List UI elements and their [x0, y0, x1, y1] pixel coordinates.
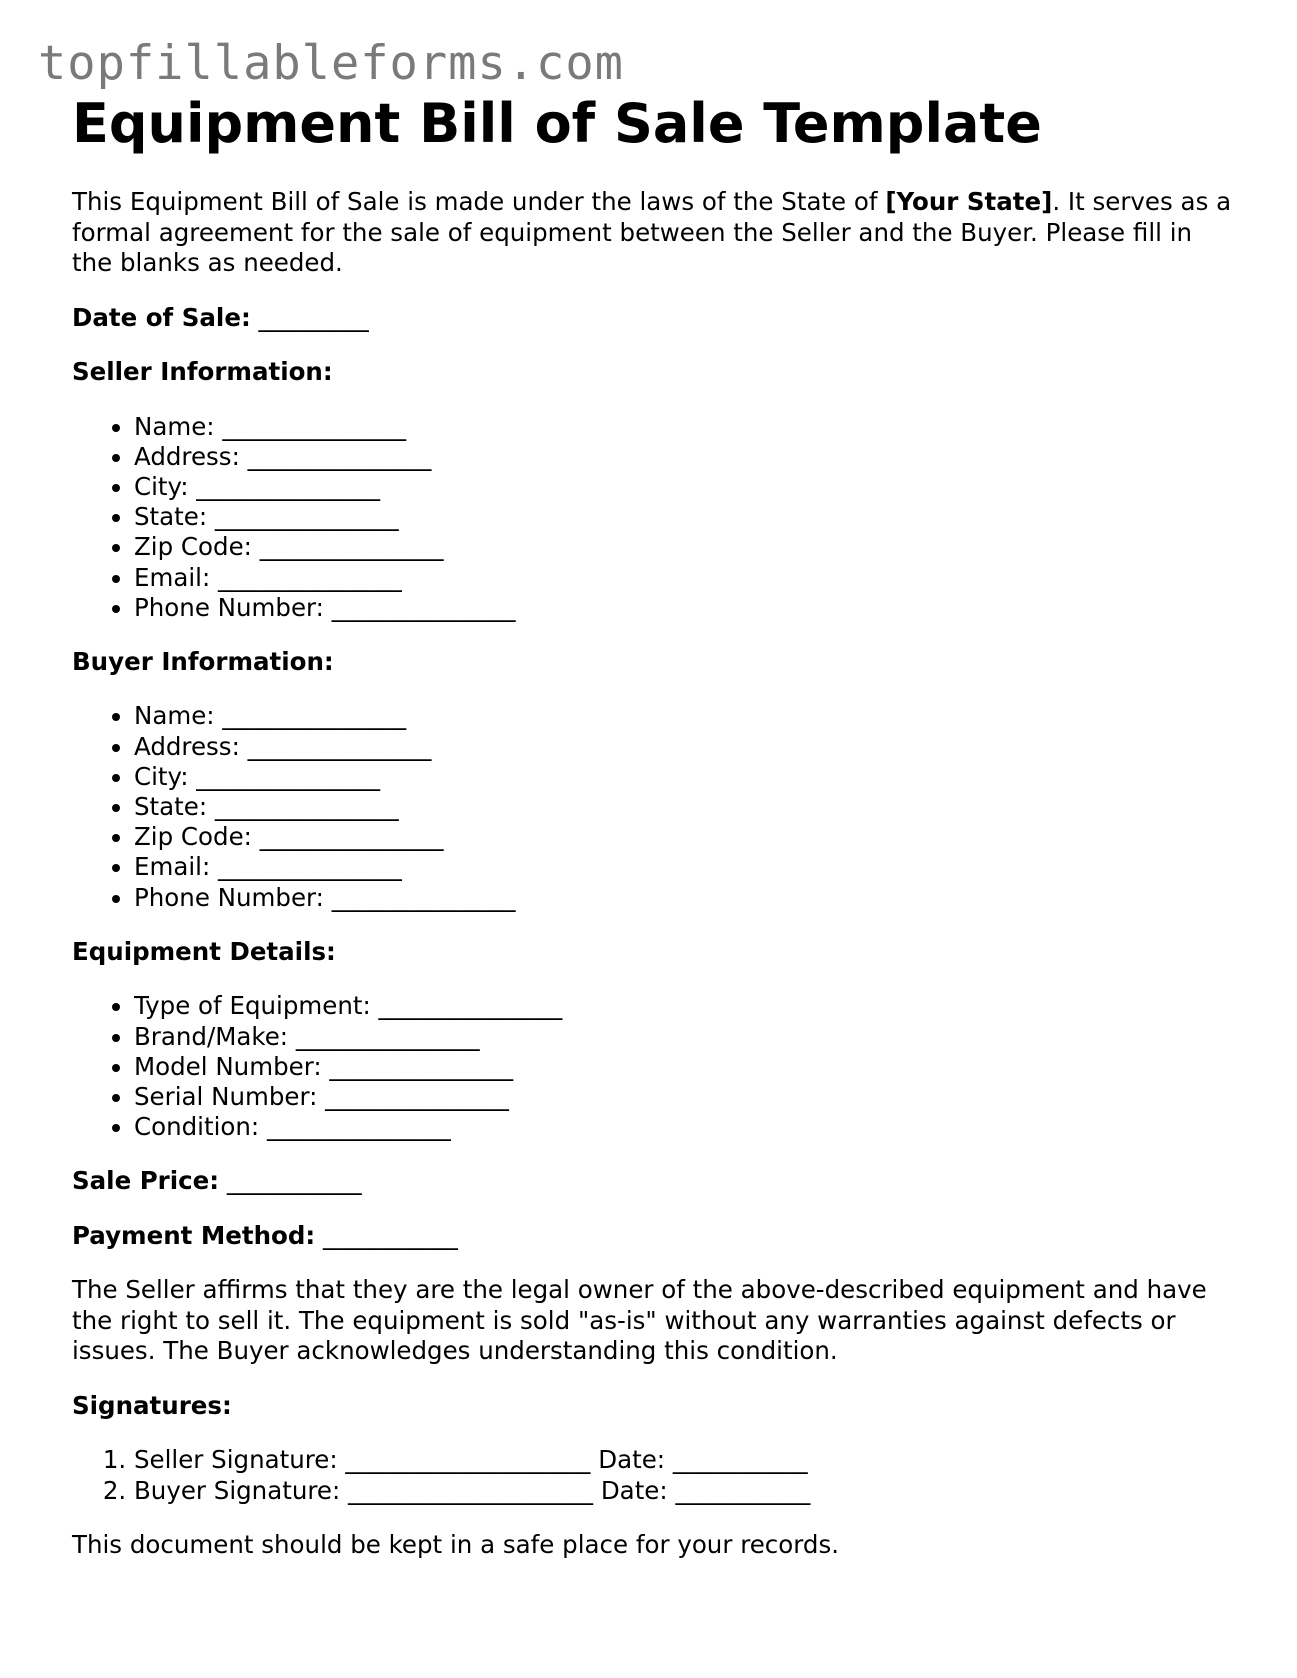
- seller-zip-item: [134, 532, 1232, 562]
- seller-city-item: [134, 472, 1232, 502]
- buyer-phone-blank[interactable]: _______________: [331, 882, 516, 912]
- equipment-heading: Equipment Details:: [72, 936, 336, 966]
- seller-state-blank[interactable]: _______________: [214, 502, 399, 532]
- field-label: Serial Number:: [134, 1081, 318, 1111]
- equipment-condition-blank[interactable]: _______________: [266, 1112, 451, 1142]
- date-of-sale-blank[interactable]: _________: [258, 302, 369, 332]
- equipment-brand-blank[interactable]: _______________: [295, 1021, 480, 1051]
- buyer-zip-item: [134, 822, 1232, 852]
- sale-price-label: Sale Price:: [72, 1166, 220, 1196]
- field-label: Phone Number:: [134, 592, 324, 622]
- buyer-name-item: [134, 701, 1232, 731]
- field-label: Phone Number:: [134, 882, 324, 912]
- seller-signature-blank[interactable]: ____________________: [345, 1445, 591, 1475]
- buyer-signature-item: [134, 1476, 1232, 1506]
- seller-signature-item: [134, 1445, 1232, 1475]
- field-label: Address:: [134, 441, 240, 471]
- date-label: Date:: [600, 1475, 668, 1505]
- buyer-address-blank[interactable]: _______________: [247, 731, 432, 761]
- seller-phone-item: [134, 593, 1232, 623]
- field-label: Email:: [134, 562, 211, 592]
- equipment-type-item: [134, 991, 1232, 1021]
- signature-list: [72, 1445, 1232, 1505]
- seller-address-blank[interactable]: _______________: [247, 441, 432, 471]
- sale-price-blank[interactable]: ___________: [226, 1166, 362, 1196]
- field-label: Model Number:: [134, 1051, 322, 1081]
- seller-phone-blank[interactable]: _______________: [331, 592, 516, 622]
- seller-heading: Seller Information:: [72, 357, 333, 386]
- date-of-sale-field: [72, 303, 1232, 334]
- signature-label: Seller Signature:: [134, 1445, 338, 1475]
- payment-method-blank[interactable]: ___________: [323, 1220, 458, 1250]
- equipment-serial-blank[interactable]: _______________: [325, 1081, 509, 1111]
- intro-text-before: This Equipment Bill of Sale is made under the laws of the State of: [72, 187, 886, 216]
- field-label: Condition:: [134, 1112, 260, 1142]
- field-label: Email:: [134, 852, 211, 882]
- equipment-model-blank[interactable]: _______________: [329, 1051, 514, 1081]
- buyer-phone-item: [134, 883, 1232, 913]
- buyer-city-item: [134, 762, 1232, 792]
- buyer-address-item: [134, 732, 1232, 762]
- field-label: City:: [134, 761, 189, 791]
- equipment-type-blank[interactable]: _______________: [378, 991, 563, 1021]
- buyer-signature-blank[interactable]: ____________________: [348, 1475, 594, 1505]
- seller-name-item: [134, 412, 1232, 442]
- document-body: [72, 92, 1232, 1560]
- buyer-city-blank[interactable]: _______________: [196, 761, 381, 791]
- field-label: Name:: [134, 701, 215, 731]
- field-label: City:: [134, 471, 189, 501]
- buyer-email-item: [134, 852, 1232, 882]
- field-label: State:: [134, 792, 208, 822]
- seller-state-item: [134, 502, 1232, 532]
- seller-address-item: [134, 442, 1232, 472]
- intro-paragraph: [72, 187, 1232, 279]
- date-of-sale-label: Date of Sale:: [72, 302, 251, 332]
- buyer-email-blank[interactable]: _______________: [218, 852, 402, 882]
- payment-method-field: [72, 1221, 1232, 1252]
- state-placeholder: [Your State]: [885, 187, 1053, 216]
- seller-email-blank[interactable]: _______________: [218, 562, 402, 592]
- field-label: Name:: [134, 411, 215, 441]
- buyer-name-blank[interactable]: _______________: [222, 701, 407, 731]
- seller-zip-blank[interactable]: _______________: [259, 532, 444, 562]
- sale-price-field: [72, 1166, 1232, 1197]
- buyer-heading: Buyer Information:: [72, 646, 334, 676]
- footer-note: This document should be kept in a safe place for your records.: [72, 1529, 840, 1559]
- buyer-field-list: [72, 701, 1232, 912]
- seller-city-blank[interactable]: _______________: [196, 471, 381, 501]
- equipment-model-item: [134, 1052, 1232, 1082]
- seller-email-item: [134, 563, 1232, 593]
- affirmation-paragraph: The Seller affirms that they are the legal owner of the above-described equipment and have the right to sell it. The equipment is sold "as-is" without any warranties against defects or issues. The Buyer acknowledges understanding this condition.: [72, 1275, 1207, 1366]
- field-label: Brand/Make:: [134, 1021, 289, 1051]
- watermark: topfillableforms.com: [38, 36, 624, 91]
- seller-field-list: [72, 412, 1232, 623]
- seller-name-blank[interactable]: _______________: [222, 411, 407, 441]
- seller-signature-date-blank[interactable]: ___________: [672, 1445, 808, 1475]
- signatures-heading: Signatures:: [72, 1390, 232, 1420]
- equipment-field-list: [72, 991, 1232, 1142]
- buyer-zip-blank[interactable]: _______________: [259, 822, 444, 852]
- buyer-state-blank[interactable]: _______________: [214, 792, 399, 822]
- field-label: Address:: [134, 731, 240, 761]
- field-label: Type of Equipment:: [134, 991, 371, 1021]
- equipment-condition-item: [134, 1112, 1232, 1142]
- field-label: Zip Code:: [134, 532, 252, 562]
- equipment-brand-item: [134, 1022, 1232, 1052]
- payment-method-label: Payment Method:: [72, 1220, 316, 1250]
- signature-label: Buyer Signature:: [134, 1475, 341, 1505]
- equipment-serial-item: [134, 1082, 1232, 1112]
- field-label: Zip Code:: [134, 822, 252, 852]
- buyer-signature-date-blank[interactable]: ___________: [675, 1475, 811, 1505]
- date-label: Date:: [598, 1445, 666, 1475]
- page-title: Equipment Bill of Sale Template: [72, 92, 1042, 155]
- intro-text-after: . It serves as a formal agreement for the sale of equipment between the Seller and the Buyer. Please fill in the blanks as needed.: [72, 187, 1232, 277]
- buyer-state-item: [134, 792, 1232, 822]
- field-label: State:: [134, 502, 208, 532]
